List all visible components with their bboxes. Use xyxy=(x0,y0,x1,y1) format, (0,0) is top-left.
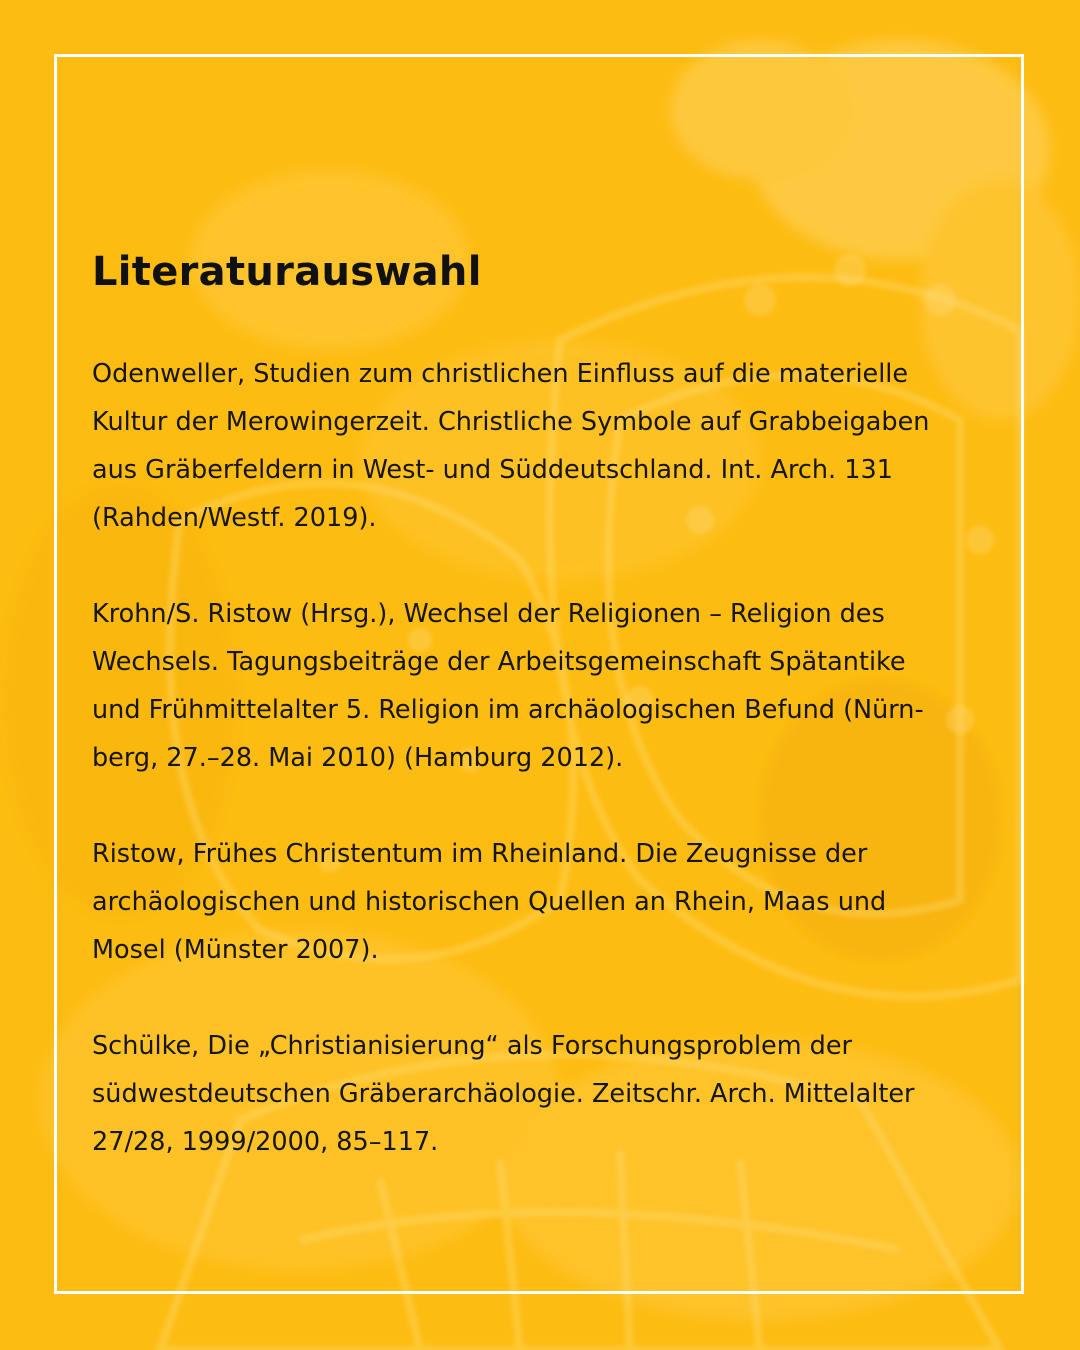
reference-entry xyxy=(92,1022,992,1166)
reference-line: Krohn/S. Ristow (Hrsg.), Wechsel der Religionen – Religion des xyxy=(92,599,885,629)
literature-panel xyxy=(92,244,992,1214)
reference-entry xyxy=(92,830,992,974)
reference-line: Ristow, Frühes Christentum im Rheinland. Die Zeugnisse der xyxy=(92,839,868,869)
reference-line: Odenweller, Studien zum christlichen Einfluss auf die materielle xyxy=(92,359,909,389)
reference-line: berg, 27.–28. Mai 2010) (Hamburg 2012). xyxy=(92,743,624,773)
reference-entry xyxy=(92,590,992,782)
reference-line: Kultur der Merowingerzeit. Christliche Symbole auf Grabbeigaben xyxy=(92,407,930,437)
reference-line: südwestdeutschen Gräberarchäologie. Zeitschr. Arch. Mittelalter xyxy=(92,1079,915,1109)
reference-entry xyxy=(92,350,992,542)
reference-line: Wechsels. Tagungsbeiträge der Arbeitsgemeinschaft Spätantike xyxy=(92,647,906,677)
reference-line: Schülke, Die „Christianisierung“ als Forschungsproblem der xyxy=(92,1031,853,1061)
page-title: Literaturauswahl xyxy=(92,249,482,295)
reference-line: (Rahden/Westf. 2019). xyxy=(92,503,377,533)
reference-line: 27/28, 1999/2000, 85–117. xyxy=(92,1127,439,1157)
reference-line: und Frühmittelalter 5. Religion im archäologischen Befund (Nürn- xyxy=(92,695,924,725)
reference-line: Mosel (Münster 2007). xyxy=(92,935,379,965)
reference-line: aus Gräberfeldern in West- und Süddeutschland. Int. Arch. 131 xyxy=(92,455,893,485)
reference-list xyxy=(92,350,992,1166)
reference-line: archäologischen und historischen Quellen an Rhein, Maas und xyxy=(92,887,887,917)
